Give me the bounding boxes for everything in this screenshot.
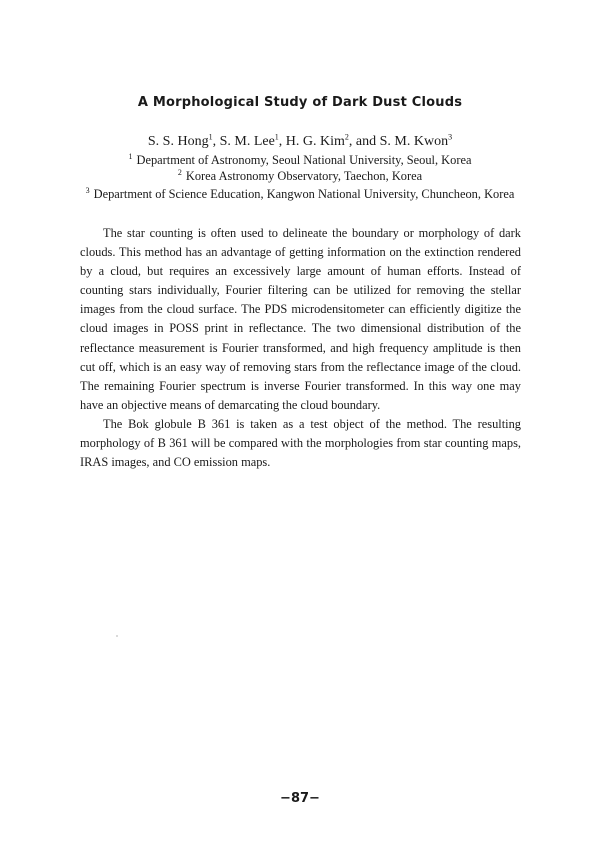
affiliation-1 — [0, 153, 600, 168]
scan-speck — [116, 635, 118, 637]
affiliation-text: Department of Science Education, Kangwon National University, Chuncheon, Korea — [93, 187, 515, 201]
page-number: −87− — [280, 791, 320, 806]
author-separator: , and — [348, 134, 380, 149]
author-affiliation-mark: 1 — [274, 132, 279, 142]
author-separator: , — [278, 134, 286, 149]
abstract-body — [80, 224, 521, 472]
author-name: S. M. Lee — [219, 134, 275, 149]
abstract-paragraph: The star counting is often used to delineate the boundary or morphology of dark clouds. This method has an advantage of getting information on the extinction rendered by a cloud, but requires an excessively large amount of human efforts. Instead of counting stars individually, Fourier filtering can be utilized for removing the stellar images from the cloud surface. The PDS microdensitometer can efficiently digitize the cloud images in POSS print in reflectance. The two dimensional distribution of the reflectance measurement is Fourier transformed, and high frequency amplitude is then cut off, which is an easy way of removing stars from the reflectance image of the cloud. The remaining Fourier spectrum is inverse Fourier transformed. In this way one may have an objective means of demarcating the cloud boundary. — [80, 226, 521, 412]
author-name: S. M. Kwon — [379, 134, 449, 149]
author-affiliation-mark: 2 — [344, 132, 349, 142]
affiliation-mark: 1 — [128, 151, 133, 161]
affiliation-2 — [0, 169, 600, 184]
author-affiliation-mark: 3 — [448, 132, 453, 142]
affiliation-mark: 2 — [177, 167, 182, 177]
affiliation-mark: 3 — [85, 185, 90, 195]
affiliation-3 — [0, 187, 600, 202]
author-separator: , — [212, 134, 220, 149]
author-name: S. S. Hong — [147, 134, 209, 149]
author-list — [0, 134, 600, 150]
paper-title: A Morphological Study of Dark Dust Clouds — [137, 95, 463, 110]
author-name: H. G. Kim — [285, 134, 345, 149]
abstract-paragraph: The Bok globule B 361 is taken as a test object of the method. The resulting morphology of B 361 will be compared with the morphologies from star counting maps, IRAS images, and CO emission maps. — [80, 416, 521, 470]
author-affiliation-mark: 1 — [208, 132, 213, 142]
affiliation-text: Korea Astronomy Observatory, Taechon, Korea — [185, 169, 423, 183]
affiliation-text: Department of Astronomy, Seoul National University, Seoul, Korea — [136, 153, 472, 167]
